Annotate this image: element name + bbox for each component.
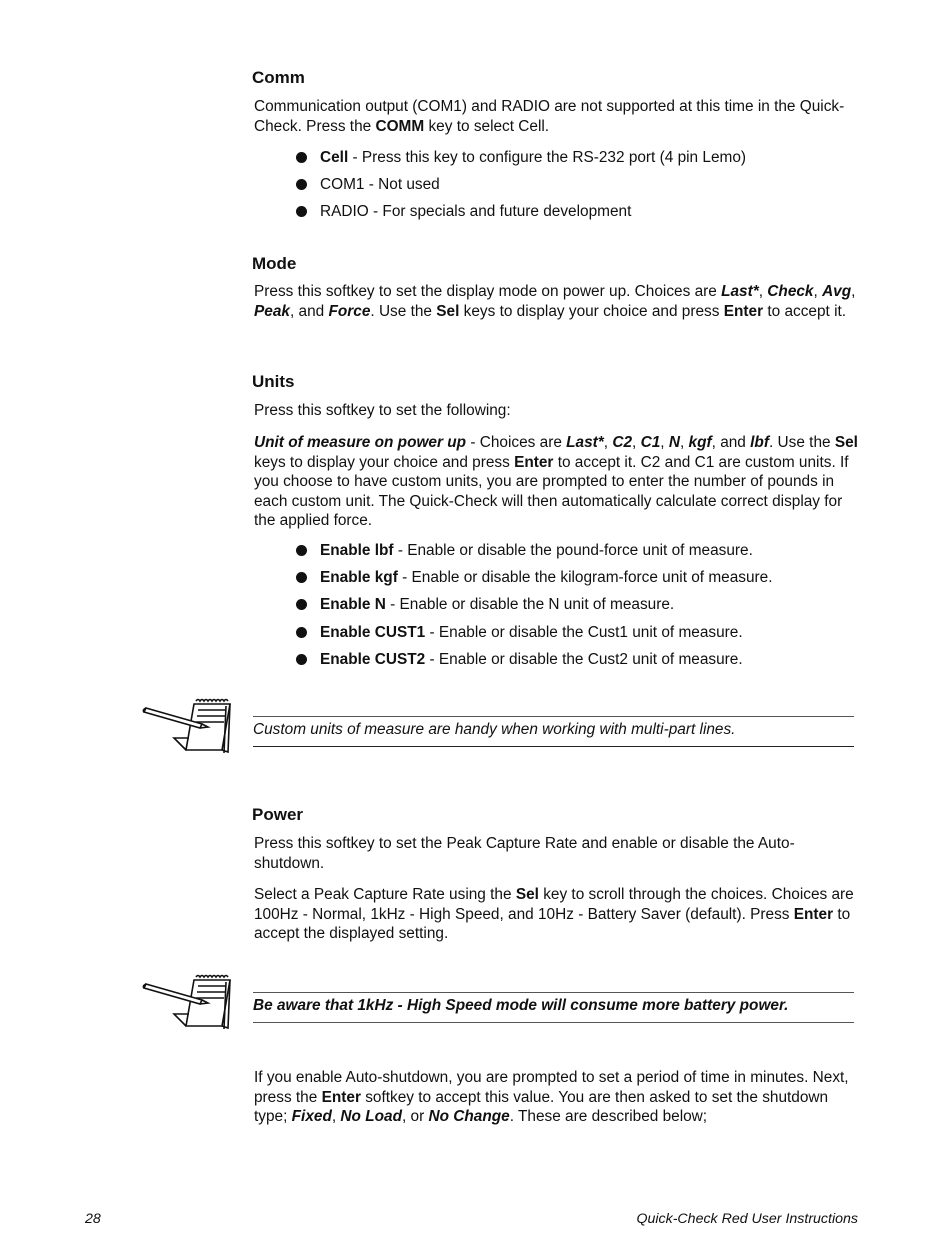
power-paragraph-2: Select a Peak Capture Rate using the Sel key to scroll through the choices. Choices are 100Hz - Normal, 1kHz - High Speed, and 10Hz - Battery Saver (default). Press Enter to accept the displayed setting. — [254, 886, 854, 942]
bullet-icon — [296, 545, 307, 556]
comm-bullet-list — [296, 144, 746, 226]
notepad-pencil-icon — [142, 974, 234, 1032]
list-item: Enable kgf - Enable or disable the kilogram-force unit of measure. — [296, 564, 773, 591]
notepad-pencil-icon — [142, 698, 234, 756]
list-item: Enable CUST1 - Enable or disable the Cust1 unit of measure. — [296, 619, 773, 646]
bullet-icon — [296, 206, 307, 217]
comm-paragraph: Communication output (COM1) and RADIO are not supported at this time in the Quick-Check. Press the COMM key to select Cell. — [254, 98, 845, 135]
units-heading: Units — [252, 372, 295, 391]
units-intro: Press this softkey to set the following: — [254, 402, 511, 419]
note-bottom-rule — [253, 746, 854, 747]
note-bottom-rule — [253, 1022, 854, 1023]
note-top-rule — [253, 992, 854, 993]
units-bullet-list — [296, 537, 773, 673]
list-item: Enable lbf - Enable or disable the pound-force unit of measure. — [296, 537, 773, 564]
mode-heading: Mode — [252, 254, 297, 273]
note-text: Custom units of measure are handy when working with multi-part lines. — [253, 721, 736, 738]
list-item: Enable CUST2 - Enable or disable the Cust2 unit of measure. — [296, 646, 773, 673]
list-item: Cell - Press this key to configure the RS-232 port (4 pin Lemo) — [296, 144, 746, 171]
note-top-rule — [253, 716, 854, 717]
page-number: 28 — [85, 1211, 101, 1227]
list-item: RADIO - For specials and future development — [296, 198, 746, 225]
footer-title: Quick-Check Red User Instructions — [636, 1211, 858, 1227]
power-heading: Power — [252, 805, 304, 824]
autoshutdown-paragraph: If you enable Auto-shutdown, you are prompted to set a period of time in minutes. Next, press the Enter softkey to accept this value. You are then asked to set the shutdown type; Fixed, No Load, or No Change. These are described below; — [254, 1069, 849, 1125]
list-item: COM1 - Not used — [296, 171, 746, 198]
bullet-icon — [296, 152, 307, 163]
bullet-icon — [296, 572, 307, 583]
bullet-icon — [296, 599, 307, 610]
bullet-icon — [296, 179, 307, 190]
units-paragraph: Unit of measure on power up - Choices are Last*, C2, C1, N, kgf, and lbf. Use the Sel keys to display your choice and press Enter to accept it. C2 and C1 are custom units. If you choose to have custom units, you are prompted to enter the number of pounds in each custom unit. The Quick-Check will then automatically calculate correct display for the applied force. — [254, 434, 858, 529]
comm-heading: Comm — [252, 68, 305, 87]
bullet-icon — [296, 627, 307, 638]
mode-paragraph: Press this softkey to set the display mode on power up. Choices are Last*, Check, Avg, Peak, and Force. Use the Sel keys to display your choice and press Enter to accept it. — [254, 283, 856, 320]
note-text: Be aware that 1kHz - High Speed mode will consume more battery power. — [253, 997, 789, 1014]
power-paragraph-1: Press this softkey to set the Peak Capture Rate and enable or disable the Auto-shutdown. — [254, 835, 795, 872]
list-item: Enable N - Enable or disable the N unit of measure. — [296, 591, 773, 618]
bullet-icon — [296, 654, 307, 665]
